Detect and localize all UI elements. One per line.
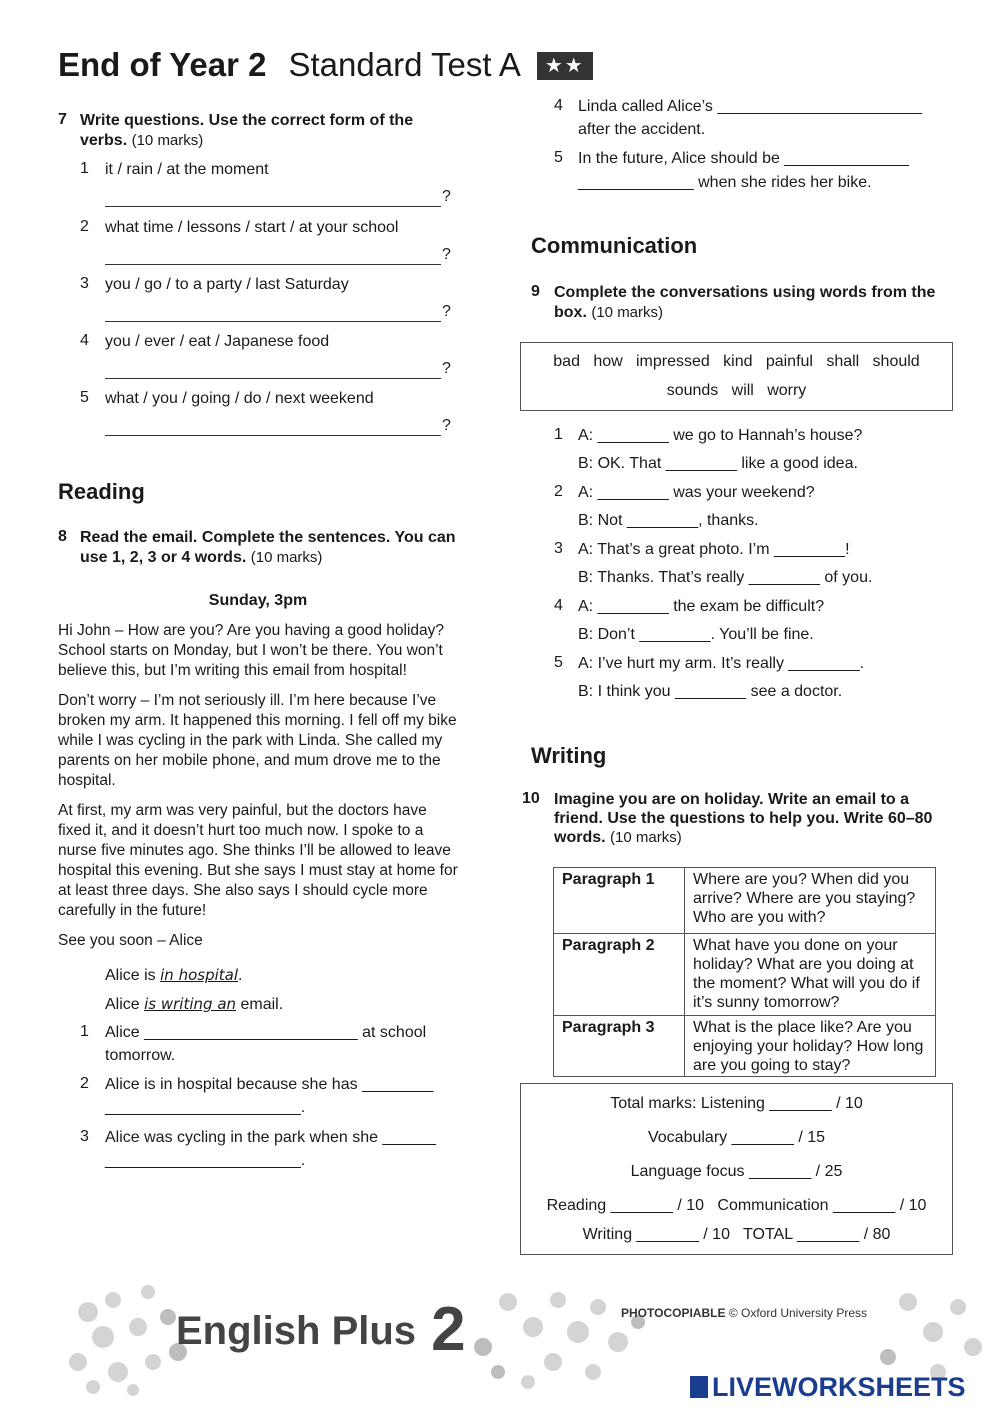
q7-item-prompt: you / go / to a party / last Saturday <box>105 276 349 293</box>
reading-item-4-line-b: after the accident. <box>578 121 706 138</box>
footer-copyright <box>621 1306 867 1320</box>
footer-photocopiable: PHOTOCOPIABLE <box>621 1306 726 1320</box>
q7-item-number: 5 <box>80 389 89 406</box>
q7-question-mark: ? <box>442 303 451 320</box>
footer-brand-number: 2 <box>431 1295 466 1364</box>
email-date: Sunday, 3pm <box>208 592 308 609</box>
q7-marks: (10 marks) <box>131 132 204 149</box>
conversation-line-a[interactable]: A: ________ was your weekend? <box>578 484 815 501</box>
title-bold: End of Year 2 <box>58 46 267 83</box>
footer-publisher: © Oxford University Press <box>728 1306 868 1320</box>
conversation-number: 1 <box>554 426 563 443</box>
word-box-line-2: sounds will worry <box>666 382 807 399</box>
q7-answer-line[interactable] <box>105 188 441 207</box>
q10-number: 10 <box>522 790 540 807</box>
reading-item-1-line-a[interactable]: Alice ________________________ at school <box>105 1024 427 1041</box>
email-paragraph-2: Don’t worry – I’m not seriously ill. I’m here because I’ve broken my arm. It happened this morning. I fell off my bike while I was cycling in the park with Linda. She called my parents on her mobile phone, and mum drove me to the hospital. <box>58 692 457 789</box>
q7-question-mark: ? <box>442 417 451 434</box>
paragraph-2-label: Paragraph 2 <box>554 934 685 1016</box>
reading-item-1-line-b: tomorrow. <box>105 1047 176 1064</box>
totals-vocabulary[interactable]: Vocabulary _______ / 15 <box>647 1129 826 1146</box>
q7-item-prompt: it / rain / at the moment <box>105 161 269 178</box>
totals-writing-total[interactable]: Writing _______ / 10 TOTAL _______ / 80 <box>582 1226 891 1243</box>
paragraph-1-text: Where are you? When did you arrive? Where are you staying? Who are you with? <box>685 868 936 934</box>
example-2-post: email. <box>236 996 284 1013</box>
reading-item-4-number: 4 <box>554 97 563 114</box>
q9-instruction-text: Complete the conversations using words from the box. <box>554 284 936 321</box>
q10-instruction-text: Imagine you are on holiday. Write an email to a friend. Use the questions to help you. Write 60–80 words. <box>554 791 933 846</box>
table-row <box>554 868 936 934</box>
q7-item-number: 3 <box>80 275 89 292</box>
q7-answer-line[interactable] <box>105 303 441 322</box>
example-1-answer: in hospital <box>160 966 238 984</box>
q7-item-prompt: you / ever / eat / Japanese food <box>105 333 330 350</box>
reading-item-2-line-a[interactable]: Alice is in hospital because she has ________ <box>105 1076 434 1093</box>
paragraph-1-label: Paragraph 1 <box>554 868 685 934</box>
footer-brand-text: English Plus <box>176 1309 417 1353</box>
example-2 <box>105 994 283 1015</box>
conversation-number: 4 <box>554 597 563 614</box>
liveworksheets-logo-icon <box>690 1376 708 1398</box>
q10-instruction <box>554 790 939 847</box>
reading-item-1-number: 1 <box>80 1023 89 1040</box>
email-signoff: See you soon – Alice <box>58 932 203 949</box>
q7-item-prompt: what time / lessons / start / at your school <box>105 219 399 236</box>
table-row <box>554 934 936 1016</box>
reading-item-5-line-b[interactable]: _____________ when she rides her bike. <box>578 174 872 191</box>
footer-banner <box>58 1272 998 1402</box>
reading-item-3-line-b[interactable]: ______________________. <box>105 1152 306 1169</box>
difficulty-stars: ★★ <box>537 52 593 80</box>
conversation-line-a[interactable]: A: That’s a great photo. I’m ________! <box>578 541 850 558</box>
reading-item-2-line-b[interactable]: ______________________. <box>105 1099 306 1116</box>
table-row <box>554 1016 936 1077</box>
q7-item-number: 4 <box>80 332 89 349</box>
totals-reading-communication[interactable]: Reading _______ / 10 Communication _______ / 10 <box>546 1197 927 1214</box>
conversation-line-a[interactable]: A: I’ve hurt my arm. It’s really ________. <box>578 655 865 672</box>
q9-marks: (10 marks) <box>591 304 664 321</box>
footer-brand <box>176 1294 466 1365</box>
watermark-text: LIVEWORKSHEETS <box>712 1372 966 1402</box>
email-paragraph-1: Hi John – How are you? Are you having a good holiday? School starts on Monday, but I won’t be there. You won’t believe this, but I’m writing this email from hospital! <box>58 622 445 679</box>
q8-instruction <box>80 528 465 568</box>
q7-question-mark: ? <box>442 188 451 205</box>
conversation-line-a[interactable]: A: ________ we go to Hannah’s house? <box>578 427 863 444</box>
q9-instruction <box>554 283 939 323</box>
reading-heading: Reading <box>58 479 145 504</box>
q7-question-mark: ? <box>442 246 451 263</box>
totals-language-focus[interactable]: Language focus _______ / 25 <box>630 1163 843 1180</box>
q7-item-number: 1 <box>80 160 89 177</box>
watermark[interactable] <box>690 1372 966 1403</box>
q7-instruction <box>80 111 460 151</box>
example-2-answer: is writing an <box>144 995 237 1013</box>
paragraph-table <box>553 867 936 1077</box>
q8-instruction-text: Read the email. Complete the sentences. You can use 1, 2, 3 or 4 words. <box>80 529 456 566</box>
paragraph-2-text: What have you done on your holiday? What are you doing at the moment? What will you do if it’s sunny tomorrow? <box>685 934 936 1016</box>
conversation-number: 3 <box>554 540 563 557</box>
reading-item-5-number: 5 <box>554 149 563 166</box>
conversation-line-b[interactable]: B: Thanks. That’s really ________ of you. <box>578 569 873 586</box>
writing-heading: Writing <box>531 743 607 768</box>
conversation-line-b[interactable]: B: Not ________, thanks. <box>578 512 759 529</box>
title-subtitle: Standard Test A <box>288 46 521 83</box>
q8-marks: (10 marks) <box>250 549 323 566</box>
q9-number: 9 <box>531 283 540 300</box>
q7-question-mark: ? <box>442 360 451 377</box>
q10-marks: (10 marks) <box>610 829 682 846</box>
reading-item-4-line-a[interactable]: Linda called Alice’s _______________________ <box>578 98 923 115</box>
conversation-line-b[interactable]: B: I think you ________ see a doctor. <box>578 683 843 700</box>
conversation-number: 2 <box>554 483 563 500</box>
example-1 <box>105 965 242 986</box>
email-paragraph-3: At first, my arm was very painful, but the doctors have fixed it, and it doesn’t hurt too much now. I spoke to a nurse five minutes ago. She thinks I’ll be allowed to leave hospital this evening. But she says I must stay at home for at least three days. She also says I should cycle more carefully in the future! <box>58 802 458 919</box>
word-box <box>520 342 953 411</box>
word-box-line-1: bad how impressed kind painful shall should <box>553 353 920 370</box>
example-1-pre: Alice is <box>105 967 161 984</box>
reading-item-3-line-a[interactable]: Alice was cycling in the park when she ______ <box>105 1129 436 1146</box>
example-1-post: . <box>238 967 243 984</box>
reading-item-5-line-a[interactable]: In the future, Alice should be ______________ <box>578 150 909 167</box>
q7-answer-line[interactable] <box>105 246 441 265</box>
paragraph-3-label: Paragraph 3 <box>554 1016 685 1077</box>
reading-item-3-number: 3 <box>80 1128 89 1145</box>
email-body <box>58 621 463 951</box>
conversation-line-a[interactable]: A: ________ the exam be difficult? <box>578 598 825 615</box>
communication-heading: Communication <box>531 233 698 258</box>
reading-item-2-number: 2 <box>80 1075 89 1092</box>
q8-number: 8 <box>58 528 67 545</box>
q7-answer-line[interactable] <box>105 360 441 379</box>
q7-item-number: 2 <box>80 218 89 235</box>
conversation-line-b[interactable]: B: OK. That ________ like a good idea. <box>578 455 858 472</box>
q7-item-prompt: what / you / going / do / next weekend <box>105 390 374 407</box>
q7-answer-line[interactable] <box>105 417 441 436</box>
page-title <box>58 46 593 84</box>
example-2-pre: Alice <box>105 996 145 1013</box>
conversation-number: 5 <box>554 654 563 671</box>
paragraph-3-text: What is the place like? Are you enjoying your holiday? How long are you going to stay? <box>685 1016 936 1077</box>
conversation-line-b[interactable]: B: Don’t ________. You’ll be fine. <box>578 626 814 643</box>
totals-listening[interactable]: Total marks: Listening _______ / 10 <box>610 1095 863 1112</box>
totals-box <box>520 1083 953 1255</box>
q7-number: 7 <box>58 111 67 128</box>
q7-instruction-text: Write questions. Use the correct form of the verbs. <box>80 112 414 149</box>
